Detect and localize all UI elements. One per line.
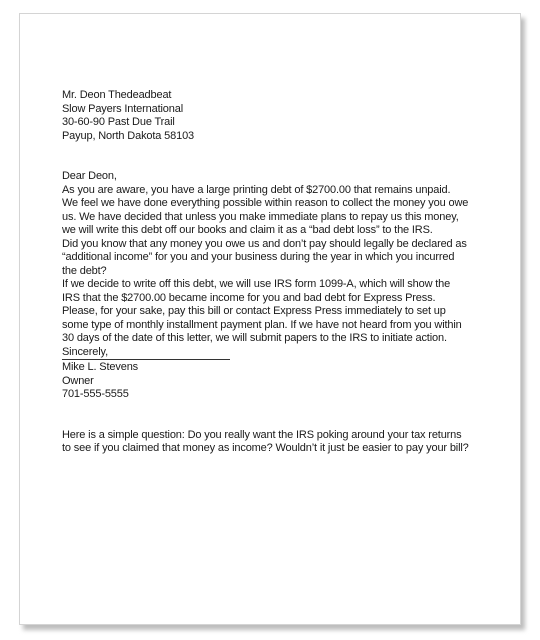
recipient-street: 30-60-90 Past Due Trail <box>62 116 175 128</box>
signer-title: Owner <box>62 374 94 387</box>
paragraph-line: We feel we have done everything possible within reason to collect the money you owe <box>62 197 469 209</box>
paragraph-line: Please, for your sake, pay this bill or contact Express Press immediately to set up <box>62 305 446 317</box>
postscript-line: Here is a simple question: Do you really want the IRS poking around your tax returns <box>62 428 462 441</box>
letter-page <box>19 13 521 625</box>
paragraph-debt-notice <box>62 184 492 238</box>
recipient-city: Payup, North Dakota 58103 <box>62 129 195 142</box>
paragraph-line: “additional income” for you and your business during the year in which you incurred <box>62 251 455 263</box>
paragraph-line: If we decide to write off this debt, we will use IRS form 1099-A, which will show the <box>62 278 451 290</box>
recipient-name: Mr. Deon Thedeadbeat <box>62 89 172 101</box>
letter-body <box>62 89 492 456</box>
paragraph-line: IRS that the $2700.00 became income for you and bad debt for Express Press. <box>62 291 436 304</box>
signature-block <box>62 359 492 402</box>
paragraph-payment-request <box>62 305 492 346</box>
recipient-company: Slow Payers International <box>62 102 183 115</box>
paragraph-line: we will write this debt off our books and claim it as a “bad debt loss” to the IRS. <box>62 224 433 236</box>
paragraph-line: Did you know that any money you owe us and don’t pay should legally be declared as <box>62 237 467 250</box>
paragraph-line: 30 days of the date of this letter, we will submit papers to the IRS to initiate action. <box>62 332 447 344</box>
signer-name: Mike L. Stevens <box>62 361 139 373</box>
paragraph-line: As you are aware, you have a large printing debt of $2700.00 that remains unpaid. <box>62 183 451 196</box>
closing: Sincerely, <box>62 345 108 358</box>
signature-line <box>62 359 230 360</box>
salutation: Dear Deon, <box>62 170 117 182</box>
paragraph-line: us. We have decided that unless you make immediate plans to repay us this money, <box>62 210 459 223</box>
postscript-line: to see if you claimed that money as income? Wouldn’t it just be easier to pay your bill? <box>62 442 469 454</box>
paragraph-line: the debt? <box>62 264 107 277</box>
paragraph-line: some type of monthly installment payment plan. If we have not heard from you within <box>62 318 462 331</box>
recipient-address <box>62 89 492 143</box>
signer-phone: 701-555-5555 <box>62 388 129 400</box>
paragraph-irs-form <box>62 278 492 305</box>
paragraph-income-warning <box>62 238 492 279</box>
postscript <box>62 429 492 456</box>
